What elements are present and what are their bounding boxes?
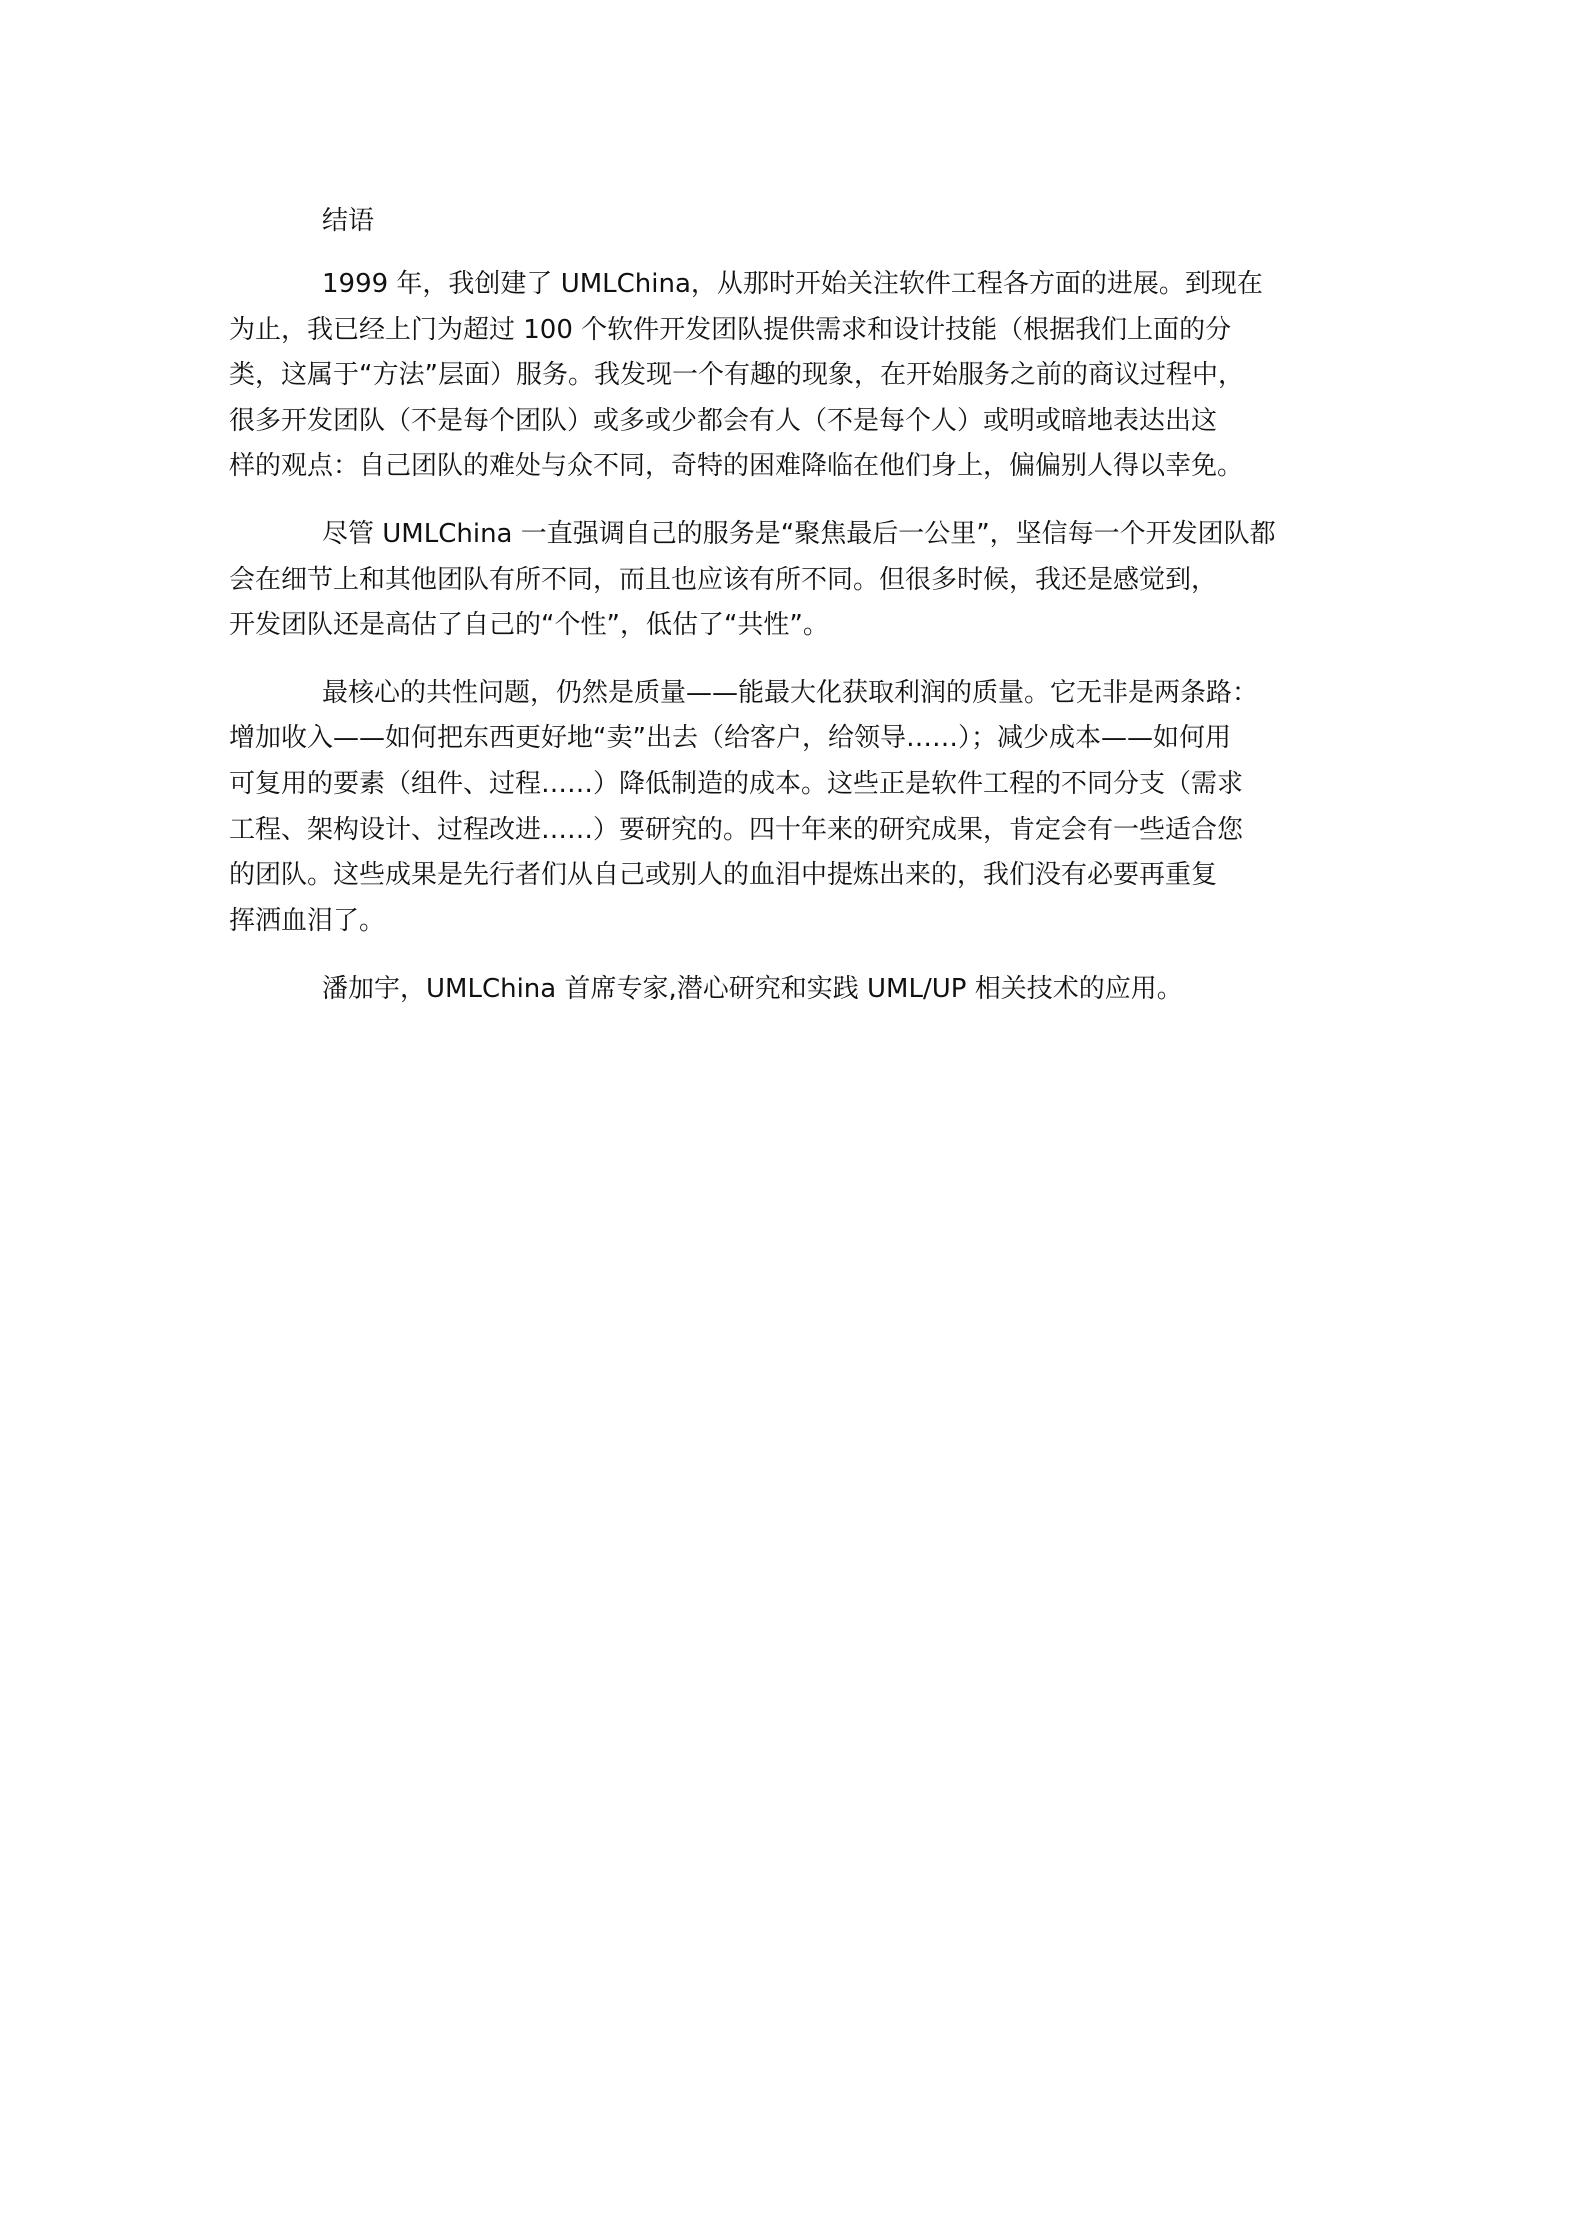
paragraph-3-line-4: 工程、架构设计、过程改进……）要研究的。四十年来的研究成果，肯定会有一些适合您 (229, 814, 1244, 845)
paragraph-2-line-1: 尽管 UMLChina 一直强调自己的服务是“聚焦最后一公里”，坚信每一个开发团队都 (322, 518, 1276, 549)
paragraph-1 (229, 262, 1336, 490)
paragraph-2-line-2: 会在细节上和其他团队有所不同，而且也应该有所不同。但很多时候，我还是感觉到， (229, 564, 1218, 595)
paragraph-1-line-2: 为止，我已经上门为超过 100 个软件开发团队提供需求和设计技能（根据我们上面的分 (229, 314, 1232, 345)
paragraph-1-line-1: 1999 年，我创建了 UMLChina，从那时开始关注软件工程各方面的进展。到现在 (322, 269, 1263, 299)
paragraph-3-line-1: 最核心的共性问题，仍然是质量——能最大化获取利润的质量。它无非是两条路： (322, 677, 1259, 708)
paragraph-3 (229, 671, 1336, 945)
paragraph-3-line-6: 挥洒血泪了。 (229, 905, 386, 936)
paragraph-2 (229, 512, 1336, 649)
paragraph-1-line-4: 很多开发团队（不是每个团队）或多或少都会有人（不是每个人）或明或暗地表达出这 (229, 405, 1218, 436)
paragraph-3-line-5: 的团队。这些成果是先行者们从自己或别人的血泪中提炼出来的，我们没有必要再重复 (229, 860, 1218, 891)
paragraph-2-line-3: 开发团队还是高估了自己的“个性”，低估了“共性”。 (229, 610, 829, 641)
paragraph-1-line-5: 样的观点：自己团队的难处与众不同，奇特的困难降临在他们身上，偏偏别人得以幸免。 (229, 451, 1244, 482)
author-note: 潘加宇，UMLChina 首席专家,潜心研究和实践 UML/UP 相关技术的应用。 (322, 974, 1183, 1005)
paragraph-3-line-3: 可复用的要素（组件、过程……）降低制造的成本。这些正是软件工程的不同分支（需求 (229, 768, 1244, 799)
document-body (229, 198, 1336, 1012)
paragraph-3-line-2: 增加收入——如何把东西更好地“卖”出去（给客户，给领导……）；减少成本——如何用 (229, 723, 1231, 754)
paragraph-1-line-3: 类，这属于“方法”层面）服务。我发现一个有趣的现象，在开始服务之前的商议过程中， (229, 360, 1244, 391)
section-heading: 结语 (322, 206, 375, 236)
